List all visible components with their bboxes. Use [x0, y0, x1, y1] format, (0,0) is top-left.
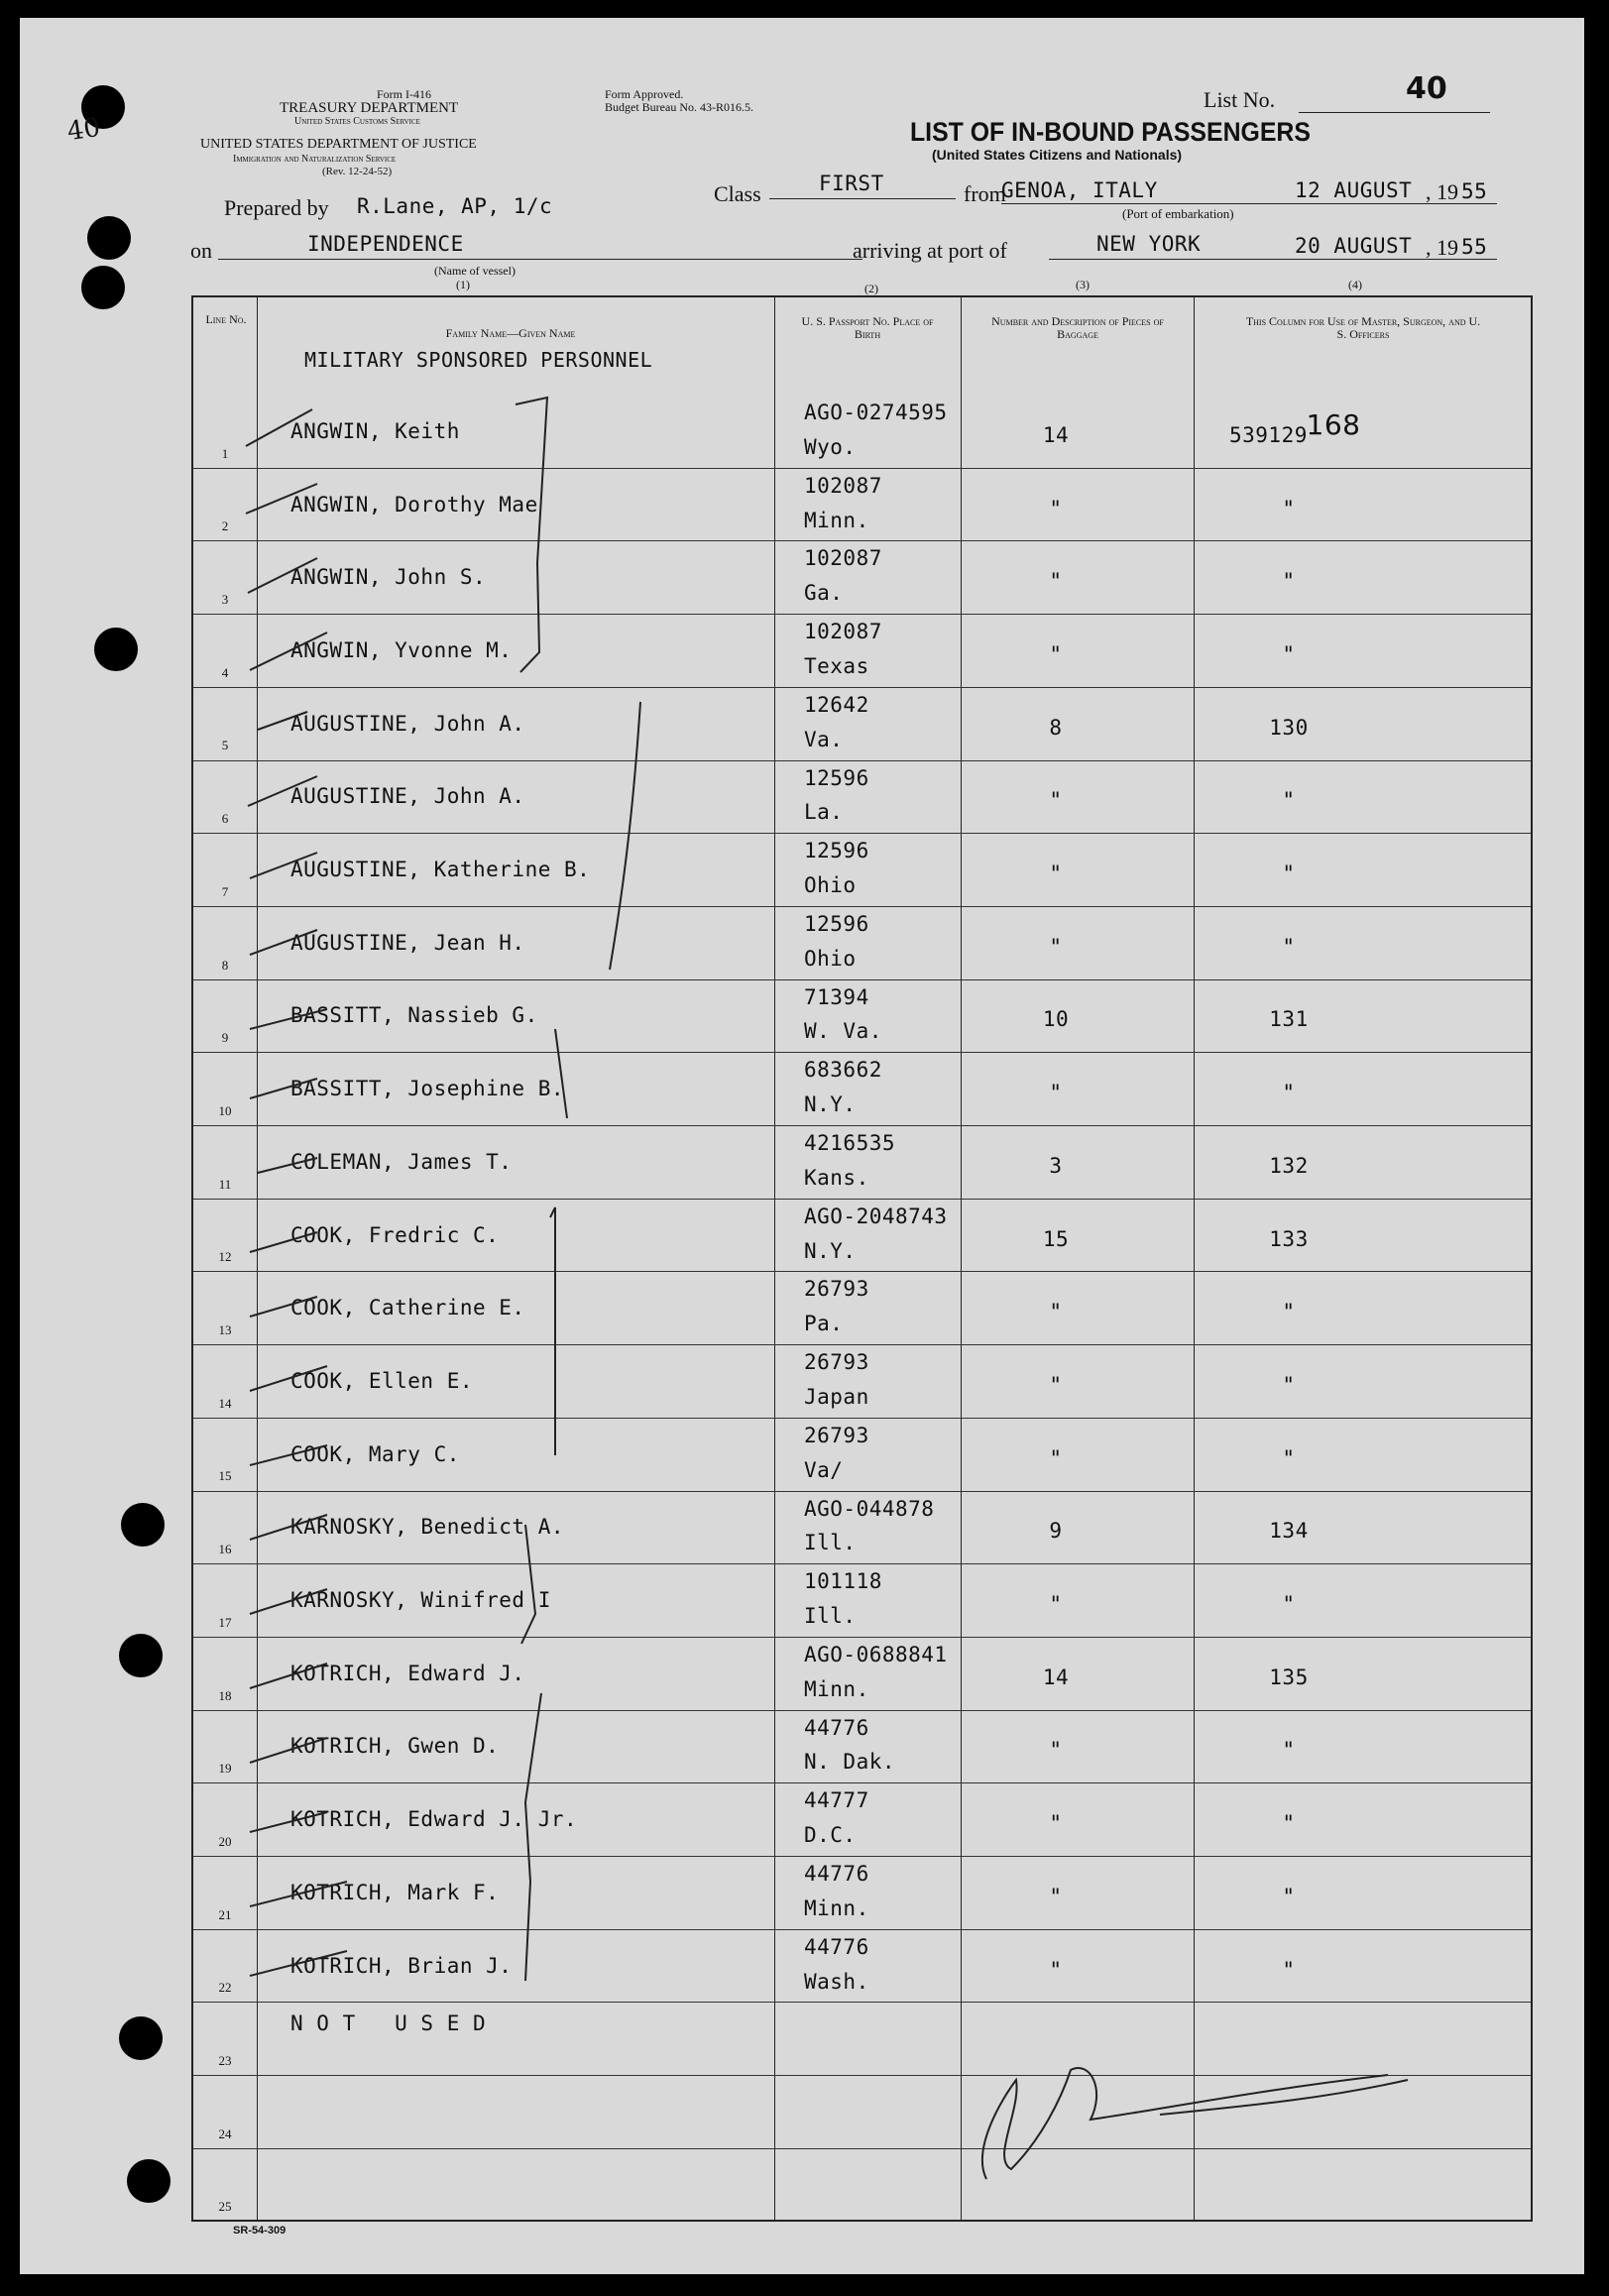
line-number: 4 — [221, 664, 229, 680]
baggage-count: 14 — [1042, 1665, 1070, 1689]
justice-dept: UNITED STATES DEPARTMENT OF JUSTICE — [200, 137, 477, 152]
passenger-name: ANGWIN, John S. — [290, 565, 487, 590]
baggage-count: 3 — [1049, 1153, 1063, 1178]
place-of-birth: Pa. — [804, 1312, 844, 1336]
budget-bureau: Budget Bureau No. 43-R016.5. — [605, 100, 753, 114]
place-of-birth: Minn. — [804, 1895, 869, 1920]
from-value: GENOA, ITALY — [1001, 178, 1158, 202]
officer-mark: " — [1282, 496, 1296, 520]
passport-number: AGO-2048743 — [804, 1204, 948, 1228]
officer-mark: " — [1282, 861, 1296, 886]
passenger-name: COOK, Mary C. — [290, 1441, 460, 1466]
place-of-birth: Va. — [804, 727, 844, 751]
passenger-name: COOK, Catherine E. — [290, 1296, 525, 1320]
line-number: 3 — [221, 592, 229, 608]
class-value: FIRST — [819, 172, 884, 195]
baggage-count: 14 — [1042, 422, 1070, 447]
officer-mark: 133 — [1269, 1226, 1309, 1251]
col-num-2: (2) — [864, 282, 878, 295]
line-number: 25 — [218, 2199, 232, 2215]
place-of-birth: N.Y. — [804, 1092, 857, 1117]
baggage-count: " — [1049, 496, 1063, 520]
passport-number: AGO-0274595 — [804, 401, 948, 424]
line-number: 1 — [221, 445, 229, 461]
officer-mark: " — [1282, 1811, 1296, 1836]
officer-mark: " — [1282, 788, 1296, 813]
header-line-no: Line No. — [205, 312, 247, 326]
passport-number: 44776 — [804, 1715, 869, 1740]
form-approved: Form Approved. — [605, 87, 684, 101]
passport-number: 4216535 — [804, 1131, 896, 1155]
line-number: 21 — [218, 1906, 232, 1922]
passport-number: 44777 — [804, 1788, 869, 1813]
line-number: 17 — [218, 1614, 232, 1630]
passenger-name: ANGWIN, Yvonne M. — [290, 637, 513, 662]
baggage-count: " — [1049, 1592, 1063, 1617]
place-of-birth: Va/ — [804, 1457, 844, 1482]
arrival-port: NEW YORK — [1096, 232, 1202, 256]
passport-number: AGO-044878 — [804, 1496, 935, 1521]
form-number: Form I-416 — [377, 87, 431, 101]
passport-number: 12596 — [804, 765, 869, 790]
line-number: 10 — [218, 1102, 232, 1118]
prepared-by-label: Prepared by — [224, 195, 329, 220]
passenger-name: AUGUSTINE, Katherine B. — [290, 858, 591, 882]
passenger-name: N O T U S E D — [290, 2011, 487, 2036]
baggage-count: " — [1049, 934, 1063, 959]
header-officers: This Column for Use of Master, Surgeon, and U. S. Officers — [1245, 314, 1481, 341]
form-subtitle: (United States Citizens and Nationals) — [932, 147, 1183, 163]
passenger-name: KOTRICH, Mark F. — [290, 1880, 500, 1904]
officer-mark: " — [1282, 1957, 1296, 1982]
place-of-birth: N. Dak. — [804, 1750, 896, 1775]
header-name: Family Name—Given Name — [445, 326, 576, 340]
passport-number: 683662 — [804, 1058, 882, 1083]
col-num-4: (4) — [1348, 278, 1362, 291]
baggage-count: 8 — [1049, 715, 1063, 740]
officer-mark: 134 — [1269, 1519, 1309, 1544]
officer-mark: " — [1282, 1884, 1296, 1908]
line-number: 12 — [218, 1249, 232, 1265]
line-number: 11 — [218, 1176, 232, 1192]
line-number: 16 — [218, 1542, 232, 1557]
list-no-value: 40 — [1406, 71, 1447, 106]
form-title: LIST OF IN-BOUND PASSENGERS — [910, 117, 1311, 147]
place-of-birth: La. — [804, 800, 844, 825]
baggage-count: " — [1049, 641, 1063, 666]
arrival-date: 20 AUGUST — [1295, 234, 1413, 258]
passport-number: 26793 — [804, 1423, 869, 1447]
port-embark-caption: (Port of embarkation) — [1122, 206, 1234, 221]
passport-number: 44776 — [804, 1862, 869, 1886]
passenger-name: COOK, Ellen E. — [290, 1368, 474, 1393]
officer-mark: 168 — [1306, 408, 1361, 441]
baggage-count: " — [1049, 1300, 1063, 1324]
baggage-count: " — [1049, 861, 1063, 886]
officer-number: 539129 — [1229, 422, 1308, 447]
col-num-3: (3) — [1076, 278, 1090, 291]
from-label: from — [964, 181, 1006, 206]
place-of-birth: Minn. — [804, 1676, 869, 1701]
passenger-name: KOTRICH, Brian J. — [290, 1953, 513, 1978]
passport-number: 102087 — [804, 546, 882, 571]
line-number: 5 — [221, 738, 229, 753]
vessel-name: INDEPENDENCE — [307, 232, 464, 256]
passport-number: 71394 — [804, 984, 869, 1009]
line-number: 19 — [218, 1761, 232, 1777]
arrival-year: 55 — [1461, 235, 1488, 259]
baggage-count: " — [1049, 788, 1063, 813]
place-of-birth: Ohio — [804, 946, 857, 971]
officer-mark: " — [1282, 1592, 1296, 1617]
line-number: 2 — [221, 518, 229, 534]
arriving-label: arriving at port of — [853, 238, 1007, 263]
place-of-birth: Ill. — [804, 1604, 857, 1629]
line-number: 15 — [218, 1468, 232, 1484]
baggage-count: " — [1049, 1738, 1063, 1763]
passport-number: 44776 — [804, 1934, 869, 1959]
place-of-birth: Ohio — [804, 873, 857, 898]
baggage-count: " — [1049, 1957, 1063, 1982]
officer-mark: 135 — [1269, 1665, 1309, 1689]
place-of-birth: D.C. — [804, 1823, 857, 1848]
baggage-count: 10 — [1042, 1007, 1070, 1032]
passenger-name: AUGUSTINE, John A. — [290, 784, 525, 809]
officer-mark: 130 — [1269, 715, 1309, 740]
place-of-birth: N.Y. — [804, 1238, 857, 1263]
officer-mark: 131 — [1269, 1007, 1309, 1032]
passenger-name: KOTRICH, Gwen D. — [290, 1734, 500, 1759]
officer-mark: " — [1282, 934, 1296, 959]
baggage-count: 15 — [1042, 1226, 1070, 1251]
passenger-name: COOK, Fredric C. — [290, 1222, 500, 1247]
passport-number: 26793 — [804, 1277, 869, 1302]
margin-note: 40 — [65, 112, 103, 148]
class-label: Class — [714, 181, 761, 206]
embark-year: 55 — [1461, 179, 1488, 203]
place-of-birth: Wyo. — [804, 434, 857, 459]
passport-number: 12642 — [804, 692, 869, 717]
baggage-count: " — [1049, 1811, 1063, 1836]
baggage-count: " — [1049, 1081, 1063, 1105]
line-number: 18 — [218, 1687, 232, 1703]
officer-mark: " — [1282, 1300, 1296, 1324]
officer-mark: " — [1282, 1738, 1296, 1763]
prepared-by-value: R.Lane, AP, 1/c — [357, 194, 553, 218]
place-of-birth: Japan — [804, 1384, 869, 1409]
place-of-birth: Ga. — [804, 581, 844, 606]
passenger-name: BASSITT, Nassieb G. — [290, 1003, 538, 1028]
baggage-count: 9 — [1049, 1519, 1063, 1544]
line-number: 20 — [218, 1833, 232, 1849]
treasury-dept: TREASURY DEPARTMENT — [280, 100, 459, 116]
passport-number: AGO-0688841 — [804, 1642, 948, 1666]
baggage-count: " — [1049, 569, 1063, 594]
footer-code: SR-54-309 — [233, 2225, 287, 2237]
officer-mark: " — [1282, 1081, 1296, 1105]
passport-number: 12596 — [804, 839, 869, 863]
form-page — [20, 18, 1584, 2274]
embark-year-prefix: , 19 — [1426, 179, 1458, 204]
passenger-name: KARNOSKY, Winifred I — [290, 1588, 551, 1613]
officer-mark: " — [1282, 1445, 1296, 1470]
officer-mark: 132 — [1269, 1153, 1309, 1178]
handwritten-marks — [20, 18, 1584, 2274]
line-number: 9 — [221, 1030, 229, 1046]
baggage-count: " — [1049, 1884, 1063, 1908]
form-revision: (Rev. 12-24-52) — [322, 166, 393, 177]
passport-number: 26793 — [804, 1350, 869, 1375]
baggage-count: " — [1049, 1372, 1063, 1397]
place-of-birth: W. Va. — [804, 1019, 882, 1044]
passport-number: 12596 — [804, 911, 869, 936]
place-of-birth: Minn. — [804, 508, 869, 532]
customs-service: United States Customs Service — [294, 116, 420, 127]
header-baggage: Number and Description of Pieces of Baggage — [991, 314, 1164, 341]
on-label: on — [190, 238, 212, 263]
place-of-birth: Wash. — [804, 1969, 869, 1994]
col-num-1: (1) — [456, 278, 470, 291]
passenger-name: KOTRICH, Edward J. Jr. — [290, 1807, 578, 1832]
passenger-name: AUGUSTINE, Jean H. — [290, 930, 525, 955]
passenger-name: KOTRICH, Edward J. — [290, 1661, 525, 1685]
line-number: 24 — [218, 2125, 232, 2141]
ins-service: Immigration and Naturalization Service — [233, 154, 397, 165]
line-number: 14 — [218, 1395, 232, 1411]
passenger-name: KARNOSKY, Benedict A. — [290, 1515, 565, 1540]
place-of-birth: Ill. — [804, 1531, 857, 1555]
line-number: 13 — [218, 1322, 232, 1338]
passport-number: 101118 — [804, 1569, 882, 1594]
vessel-caption: (Name of vessel) — [434, 264, 516, 278]
line-number: 8 — [221, 957, 229, 973]
section-label: MILITARY SPONSORED PERSONNEL — [304, 348, 653, 372]
line-number: 22 — [218, 1980, 232, 1996]
passenger-name: ANGWIN, Keith — [290, 418, 460, 443]
passenger-name: AUGUSTINE, John A. — [290, 711, 525, 736]
baggage-count: " — [1049, 1445, 1063, 1470]
line-number: 7 — [221, 883, 229, 899]
passenger-name: BASSITT, Josephine B. — [290, 1077, 565, 1101]
list-no-label: List No. — [1204, 87, 1276, 112]
officer-mark: " — [1282, 641, 1296, 666]
line-number: 6 — [221, 811, 229, 827]
header-passport: U. S. Passport No. Place of Birth — [801, 314, 934, 341]
place-of-birth: Texas — [804, 653, 869, 678]
passenger-name: ANGWIN, Dorothy Mae — [290, 492, 538, 517]
passport-number: 102087 — [804, 620, 882, 644]
embark-date: 12 AUGUST — [1295, 178, 1413, 202]
arrival-year-prefix: , 19 — [1426, 235, 1458, 260]
passenger-name: COLEMAN, James T. — [290, 1149, 513, 1174]
line-number: 23 — [218, 2053, 232, 2069]
officer-mark: " — [1282, 1372, 1296, 1397]
officer-mark: " — [1282, 569, 1296, 594]
place-of-birth: Kans. — [804, 1165, 869, 1190]
passport-number: 102087 — [804, 473, 882, 498]
